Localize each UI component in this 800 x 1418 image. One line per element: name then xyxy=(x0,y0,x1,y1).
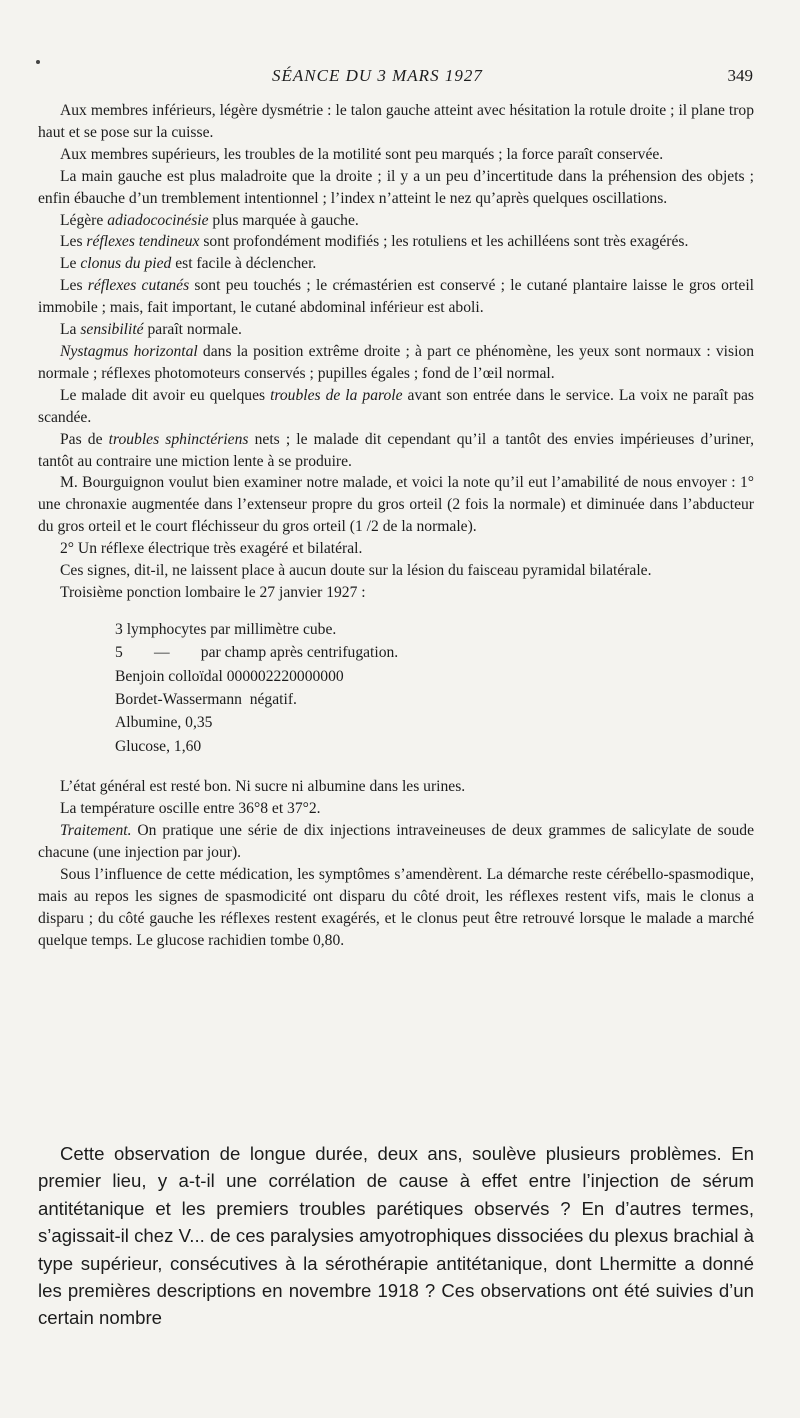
text-run: est facile à déclencher. xyxy=(171,255,317,273)
text-run: La température oscille entre 36°8 et 37°2. xyxy=(60,800,321,818)
discussion-paragraph: Cette observation de longue durée, deux ans, soulève plusieurs problèmes. En premier lieu, y a-t-il une corrélation de cause à effet entre l’injection de sérum antitétanique et les premiers troubles parétiques observés ? En d’autres termes, s’agissait-il chez V... de ces paralysies amyotrophiques dissociées du plexus brachial à type supérieur, consécutives à la sérothérapie antitétanique, dont Lhermitte a donné les premières descriptions en novembre 1918 ? Ces observations ont été suivies d’un certain nombre xyxy=(38,1143,754,1329)
italic-term: troubles sphinctériens xyxy=(108,430,249,448)
paragraphs-before xyxy=(38,100,754,604)
italic-term: sensibilité xyxy=(80,321,144,339)
italic-term: adiadococinésie xyxy=(107,211,209,229)
text-run: Troisième ponction lombaire le 27 janvier 1927 : xyxy=(60,583,366,601)
paragraph xyxy=(38,820,754,864)
text-run: 2° Un réflexe électrique très exagéré et bilatéral. xyxy=(60,540,363,558)
paragraph xyxy=(38,341,754,385)
italic-term: troubles de la parole xyxy=(270,386,403,404)
page-number: 349 xyxy=(727,66,753,85)
text-run: Le xyxy=(60,255,81,273)
paragraph xyxy=(38,472,754,538)
text-run: Le malade dit avoir eu quelques xyxy=(60,386,271,404)
text-run: La xyxy=(60,321,81,339)
lab-line: Albumine, 0,35 xyxy=(115,714,213,732)
text-run: nets ; le malade dit cependant qu’il a tantôt des envies impérieuses d’uriner, tantôt au contraire une miction lente à se produire. xyxy=(38,430,755,470)
paragraph xyxy=(38,144,754,166)
text-run: Pas de xyxy=(60,430,109,448)
text-run: Sous l’influence de cette médication, les symptômes s’amendèrent. La démarche reste cérébello-spasmodique, mais au repos les signes de spasmodicité ont disparu du côté droit, les réflexes restent vifs, mais le clonus a disparu ; du côté gauche les réflexes restent exagérés, et le clonus peut être retrouvé lorsque le malade a marché quelque temps. Le glucose rachidien tombe 0,80. xyxy=(38,865,754,949)
text-run: Les xyxy=(60,277,88,295)
italic-term: réflexes tendineux xyxy=(86,233,200,251)
text-run: L’état général est resté bon. Ni sucre ni albumine dans les urines. xyxy=(60,778,466,796)
text-run: La main gauche est plus maladroite que la droite ; il y a un peu d’incertitude dans la préhension des objets ; enfin ébauche d’un tremblement intentionnel ; l’index n’atteint le nez qu’après quelques oscillations. xyxy=(38,167,754,207)
paragraph xyxy=(38,166,754,210)
lab-line: 3 lymphocytes par millimètre cube. xyxy=(115,620,337,638)
paragraph xyxy=(38,385,754,429)
paragraph xyxy=(38,560,754,582)
paragraphs-after xyxy=(38,776,754,951)
paragraph xyxy=(38,538,754,560)
paragraph xyxy=(38,100,754,144)
lab-line: 5 — par champ après centrifugation. xyxy=(115,644,399,662)
paragraph xyxy=(38,429,754,473)
italic-term: réflexes cutanés xyxy=(87,277,190,295)
text-run: sont peu touchés ; le crémastérien est conservé ; le cutané plantaire laisse le gros orteil immobile ; mais, fait important, le cutané abdominal inférieur est aboli. xyxy=(38,277,754,317)
text-run: Légère xyxy=(60,211,108,229)
lab-line: Benjoin colloïdal 000002220000000 xyxy=(115,667,344,685)
italic-term: Nystagmus horizontal xyxy=(60,342,198,360)
paragraph xyxy=(38,319,754,341)
text-run: On pratique une série de dix injections intraveineuses de deux grammes de salicylate de soude chacune (une injection par jour). xyxy=(38,822,754,861)
text-run: Les xyxy=(60,233,87,251)
text-run: paraît normale. xyxy=(143,321,242,339)
paragraph xyxy=(38,275,754,319)
italic-term: Traitement. xyxy=(60,822,132,840)
text-run: M. Bourguignon voulut bien examiner notre malade, et voici la note qu’il eut l’amabilité de nous envoyer : 1° une chronaxie augmentée dans l’extenseur propre du gros orteil (2 fois la normale) et diminuée dans l’abducteur du gros orteil et le court fléchisseur du gros orteil (1 /2 de la normale). xyxy=(38,474,754,536)
text-run: Aux membres supérieurs, les troubles de la motilité sont peu marqués ; la force paraît conservée. xyxy=(60,145,664,163)
lab-line: Bordet-Wassermann négatif. xyxy=(115,691,297,709)
lab-results xyxy=(115,618,754,758)
text-run: Ces signes, dit-il, ne laissent place à aucun doute sur la lésion du faisceau pyramidal bilatérale. xyxy=(60,562,652,580)
paragraph xyxy=(38,864,754,952)
lab-line: Glucose, 1,60 xyxy=(115,737,202,755)
paragraph xyxy=(38,210,754,232)
text-run: sont profondément modifiés ; les rotuliens et les achilléens sont très exagérés. xyxy=(199,233,689,251)
text-run: dans la position extrême droite ; à part ce phénomène, les yeux sont normaux : vision normale ; réflexes photomoteurs conservés ; pupilles égales ; fond de l’œil normal. xyxy=(38,342,754,382)
paragraph xyxy=(38,798,754,820)
text-run: avant son entrée dans le service. La voix ne paraît pas scandée. xyxy=(38,386,754,426)
paragraph xyxy=(38,582,754,604)
discussion xyxy=(38,1140,754,1332)
running-title: SÉANCE DU 3 MARS 1927 xyxy=(272,66,483,85)
body-text xyxy=(38,100,754,952)
page-mark xyxy=(36,60,40,64)
italic-term: clonus du pied xyxy=(80,255,172,273)
text-run: plus marquée à gauche. xyxy=(208,211,359,229)
paragraph xyxy=(38,231,754,253)
paragraph xyxy=(38,776,754,798)
running-header xyxy=(0,66,800,90)
paragraph xyxy=(38,253,754,275)
text-run: Aux membres inférieurs, légère dysmétrie : le talon gauche atteint avec hésitation la rotule droite ; il plane trop haut et se pose sur la cuisse. xyxy=(38,102,754,141)
